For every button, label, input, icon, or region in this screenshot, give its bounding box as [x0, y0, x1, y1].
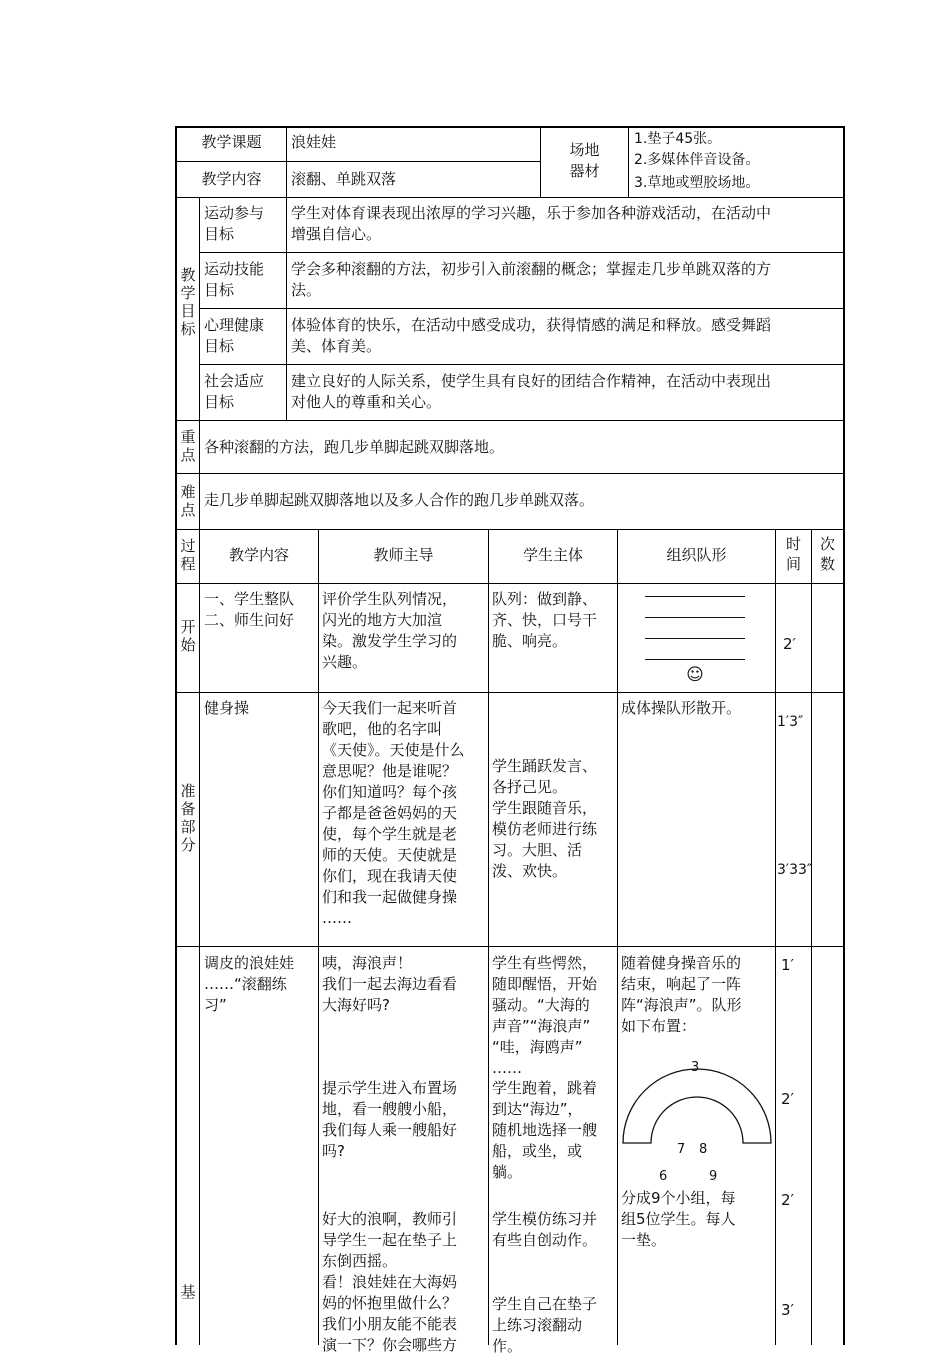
goal-text: 学会多种滚翻的方法，初步引入前滚翻的概念；掌握走几步单跳双落的方 法。	[291, 260, 772, 299]
divider	[199, 364, 845, 365]
divider	[175, 692, 845, 693]
basic-formation-2: 分成9个小组，每 组5位学生。每人 一垫。	[621, 1189, 736, 1249]
basic-time: 1′	[781, 956, 794, 974]
content-label: 教学内容	[201, 170, 262, 188]
diagram-number: 7	[677, 1142, 686, 1157]
start-time: 2′	[783, 635, 796, 653]
divider	[175, 161, 541, 162]
basic-teacher-1: 咦，海浪声！ 我们一起去海边看看 大海好吗?	[322, 954, 458, 1014]
table-border-top	[175, 126, 845, 128]
divider	[199, 197, 200, 421]
col-header-time: 时 间	[785, 535, 801, 573]
basic-time: 3′	[781, 1301, 794, 1319]
basic-student-4: 学生自己在垫子 上练习滚翻动 作。	[492, 1295, 598, 1355]
basic-teacher-3: 好大的浪啊，教师引 导学生一起在垫子上 东倒西摇。 看！浪娃娃在大海妈 妈的怀抱里做什么？ 我们小朋友能不能表 演一下？你会哪些方	[322, 1210, 458, 1354]
venue-label: 场地 器材	[569, 141, 600, 180]
prep-student: 学生踊跃发言、 各抒己见。 学生跟随音乐， 模仿老师进行练 习。大胆、活 泼、欢快。	[492, 757, 598, 880]
topic-value: 浪娃娃	[291, 133, 337, 151]
start-teacher: 评价学生队列情况， 闪光的地方大加渲 染。激发学生学习的 兴趣。	[322, 590, 458, 671]
diagram-number: 6	[659, 1169, 668, 1184]
col-header-student: 学生主体	[522, 546, 583, 564]
basic-label: 基	[180, 1283, 196, 1301]
basic-time: 2′	[781, 1090, 794, 1108]
diagram-number: 8	[699, 1142, 708, 1157]
prep-time-2: 3′33″	[777, 862, 813, 878]
divider	[488, 529, 489, 1345]
divider	[175, 197, 845, 198]
col-header-formation: 组织队形	[666, 546, 727, 564]
equipment-item: 2.多媒体伴音设备。	[634, 152, 760, 168]
basic-formation-1: 随着健身操音乐的 结束，响起了一阵 阵“海浪声”。队形 如下布置：	[621, 954, 742, 1035]
divider	[199, 529, 200, 1345]
divider	[318, 529, 319, 1345]
divider	[199, 252, 845, 253]
goal-text: 建立良好的人际关系，使学生具有良好的团结合作精神，在活动中表现出 对他人的尊重和关心。	[291, 372, 772, 411]
goals-side-label: 教 学 目 标	[180, 266, 196, 338]
col-header-content: 教学内容	[228, 546, 289, 564]
divider	[175, 583, 845, 584]
process-label: 过 程	[180, 537, 196, 573]
divider	[286, 197, 287, 421]
content-value: 滚翻、单跳双落	[291, 170, 397, 188]
equipment-item: 1.垫子45张。	[634, 131, 722, 147]
basic-content: 调皮的浪娃娃 ……“滚翻练 习”	[204, 954, 295, 1014]
smiley-icon: ☺	[686, 665, 704, 685]
divider	[775, 529, 776, 1345]
basic-student-1: 学生有些愕然， 随即醒悟，开始 骚动。“大海的 声音”“海浪声” “哇，海鸥声” ……	[492, 954, 598, 1077]
basic-student-2: 学生跑着，跳着 到达“海边”， 随机地选择一艘 船，或坐，或 躺。	[492, 1079, 598, 1181]
start-student: 队列：做到静、 齐、快，口号干 脆、响亮。	[492, 590, 598, 650]
divider	[617, 529, 618, 1345]
key-point-label: 重 点	[180, 428, 196, 464]
goal-label: 运动参与 目标	[204, 204, 265, 243]
basic-teacher-2: 提示学生进入布置场 地，看一艘艘小船， 我们每人乘一艘船好 吗?	[322, 1079, 458, 1160]
divider	[811, 529, 812, 1345]
start-label: 开 始	[180, 618, 196, 654]
equipment-item: 3.草地或塑胶场地。	[634, 175, 760, 191]
goal-label: 社会适应 目标	[204, 372, 265, 411]
goal-label: 运动技能 目标	[204, 260, 265, 299]
basic-time: 2′	[781, 1191, 794, 1209]
basic-student-3: 学生模仿练习并 有些自创动作。	[492, 1210, 598, 1249]
prep-content: 健身操	[204, 699, 250, 717]
diagram-number: 3	[691, 1060, 700, 1075]
divider	[175, 946, 845, 947]
divider	[628, 126, 629, 198]
prep-label: 准 备 部 分	[180, 782, 196, 854]
col-header-teacher: 教师主导	[373, 546, 434, 564]
divider	[199, 308, 845, 309]
goal-text: 学生对体育课表现出浓厚的学习兴趣，乐于参加各种游戏活动，在活动中 增强自信心。	[291, 204, 772, 243]
topic-label: 教学课题	[201, 133, 262, 151]
divider	[175, 529, 845, 530]
key-point-text: 各种滚翻的方法，跑几步单脚起跳双脚落地。	[204, 438, 505, 456]
formation-lines	[645, 596, 745, 660]
goal-text: 体验体育的快乐，在活动中感受成功，获得情感的满足和释放。感受舞蹈 美、体育美。	[291, 316, 772, 355]
divider	[175, 420, 845, 421]
divider	[286, 126, 287, 198]
col-header-count: 次 数	[819, 535, 835, 573]
divider	[175, 473, 845, 474]
diagram-number: 9	[709, 1169, 718, 1184]
prep-teacher: 今天我们一起来听首 歌吧，他的名字叫 《天使》。天使是什么 意思呢？他是谁呢？ 你们知道吗？每个孩 子都是爸爸妈妈的天 使，每个学生就是老 师的天使。天使就是 你们，现在我请天使 们和我一起做健身操 ……	[322, 699, 465, 927]
divider	[199, 420, 200, 530]
difficulty-label: 难 点	[180, 483, 196, 519]
prep-time-1: 1′3″	[777, 714, 804, 730]
arch-shape	[623, 1069, 771, 1143]
start-content: 一、学生整队 二、师生问好	[204, 590, 295, 629]
difficulty-text: 走几步单脚起跳双脚落地以及多人合作的跑几步单跳双落。	[204, 491, 595, 509]
goal-label: 心理健康 目标	[204, 316, 265, 355]
prep-formation: 成体操队形散开。	[621, 699, 742, 717]
